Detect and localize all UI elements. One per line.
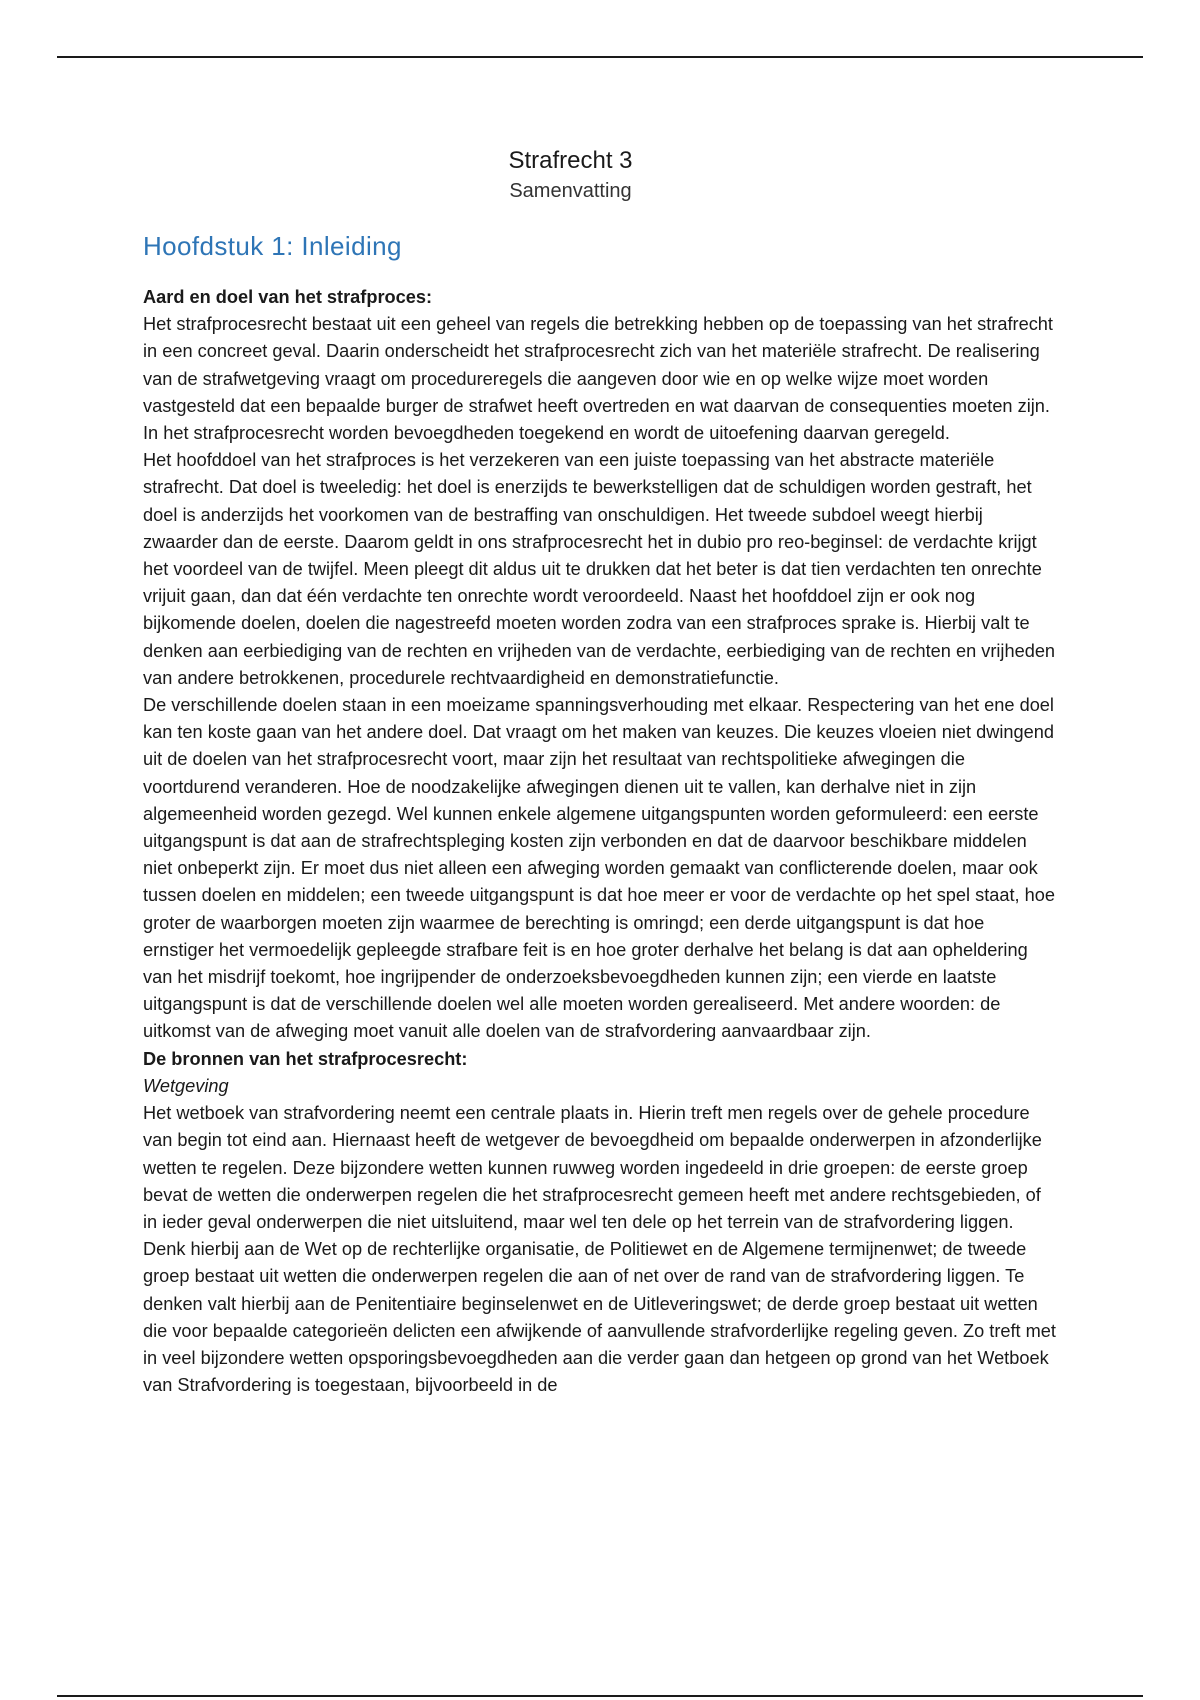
subsection-heading-wetgeving: Wetgeving [143,1075,229,1096]
chapter-heading: Hoofdstuk 1: Inleiding [143,231,402,261]
header-rule [57,56,1143,58]
section-heading-bronnen: De bronnen van het strafprocesrecht: [143,1048,468,1069]
document-page [143,145,1058,1399]
title-block [83,145,1058,205]
document-subtitle: Samenvatting [509,180,632,202]
section-heading-aard: Aard en doel van het strafproces: [143,287,433,307]
body-text [143,284,1058,1399]
paragraph: Het strafprocesrecht bestaat uit een geheel van regels die betrekking hebben op de toepassing van het strafrecht in een concreet geval. Daarin onderscheidt het strafprocesrecht zich van het materiële strafrecht. De realisering van de strafwetgeving vraagt om procedureregels die aangeven door wie en op welke wijze moet worden vastgesteld dat een bepaalde burger de strafwet heeft overtreden en wat daarvan de consequenties moeten zijn. In het strafprocesrecht worden bevoegdheden toegekend en wordt de uitoefening daarvan geregeld. [143,314,1053,444]
paragraph: Het hoofddoel van het strafproces is het verzekeren van een juiste toepassing van het abstracte materiële strafrecht. Dat doel is tweeledig: het doel is enerzijds te bewerkstelligen dat de schuldigen worden gestraft, het doel is anderzijds het voorkomen van de bestraffing van onschuldigen. Het tweede subdoel weegt hierbij zwaarder dan de eerste. Daarom geldt in ons strafprocesrecht het in dubio pro reo-beginsel: de verdachte krijgt het voordeel van de twijfel. Meen pleegt dit aldus uit te drukken dat het beter is dat tien verdachten ten onrechte vrijuit gaan, dan dat één verdachte ten onrechte wordt veroordeeld. Naast het hoofddoel zijn er ook nog bijkomende doelen, doelen die nagestreefd moeten worden zodra van een strafproces sprake is. Hierbij valt te denken aan eerbiediging van de rechten en vrijheden van de verdachte, eerbiediging van de rechten en vrijheden van andere betrokkenen, procedurele rechtvaardigheid en demonstratiefunctie. [143,450,1056,688]
paragraph: Het wetboek van strafvordering neemt een centrale plaats in. Hierin treft men regels over de gehele procedure van begin tot eind aan. Hiernaast heeft de wetgever de bevoegdheid om bepaalde onderwerpen in afzonderlijke wetten te regelen. Deze bijzondere wetten kunnen ruwweg worden ingedeeld in drie groepen: de eerste groep bevat de wetten die onderwerpen regelen die het strafprocesrecht gemeen heeft met andere rechtsgebieden, of in ieder geval onderwerpen die niet uitsluitend, maar wel ten dele op het terrein van de strafvordering liggen. Denk hierbij aan de Wet op de rechterlijke organisatie, de Politiewet en de Algemene termijnenwet; de tweede groep bestaat uit wetten die onderwerpen regelen die aan of net over de rand van de strafvordering liggen. Te denken valt hierbij aan de Penitentiaire beginselenwet en de Uitleveringswet; de derde groep bestaat uit wetten die voor bepaalde categorieën delicten een afwijkende of aanvullende strafvorderlijke regeling geven. Zo treft met in veel bijzondere wetten opsporingsbevoegdheden aan die verder gaan dan hetgeen op grond van het Wetboek van Strafvordering is toegestaan, bijvoorbeeld in de [143,1103,1056,1396]
paragraph: De verschillende doelen staan in een moeizame spanningsverhouding met elkaar. Respectering van het ene doel kan ten koste gaan van het andere doel. Dat vraagt om het maken van keuzes. Die keuzes vloeien niet dwingend uit de doelen van het strafprocesrecht voort, maar zijn het resultaat van rechtspolitieke afwegingen die voortdurend veranderen. Hoe de noodzakelijke afwegingen dienen uit te vallen, kan derhalve niet in zijn algemeenheid worden gezegd. Wel kunnen enkele algemene uitgangspunten worden geformuleerd: een eerste uitgangspunt is dat aan de strafrechtspleging kosten zijn verbonden en dat de daarvoor beschikbare middelen niet onbeperkt zijn. Er moet dus niet alleen een afweging worden gemaakt van conflicterende doelen, maar ook tussen doelen en middelen; een tweede uitgangspunt is dat hoe meer er voor de verdachte op het spel staat, hoe groter de waarborgen moeten zijn waarmee de berechting is omringd; een derde uitgangspunt is dat hoe ernstiger het vermoedelijk gepleegde strafbare feit is en hoe groter derhalve het belang is dat aan opheldering van het misdrijf toekomt, hoe ingrijpender de onderzoeksbevoegdheden kunnen zijn; een vierde en laatste uitgangspunt is dat de verschillende doelen wel alle moeten worden gerealiseerd. Met andere woorden: de uitkomst van de afweging moet vanuit alle doelen van de strafvordering aanvaardbaar zijn. [143,695,1056,1042]
footer-rule [57,1695,1143,1697]
document-title: Strafrecht 3 [508,147,633,174]
